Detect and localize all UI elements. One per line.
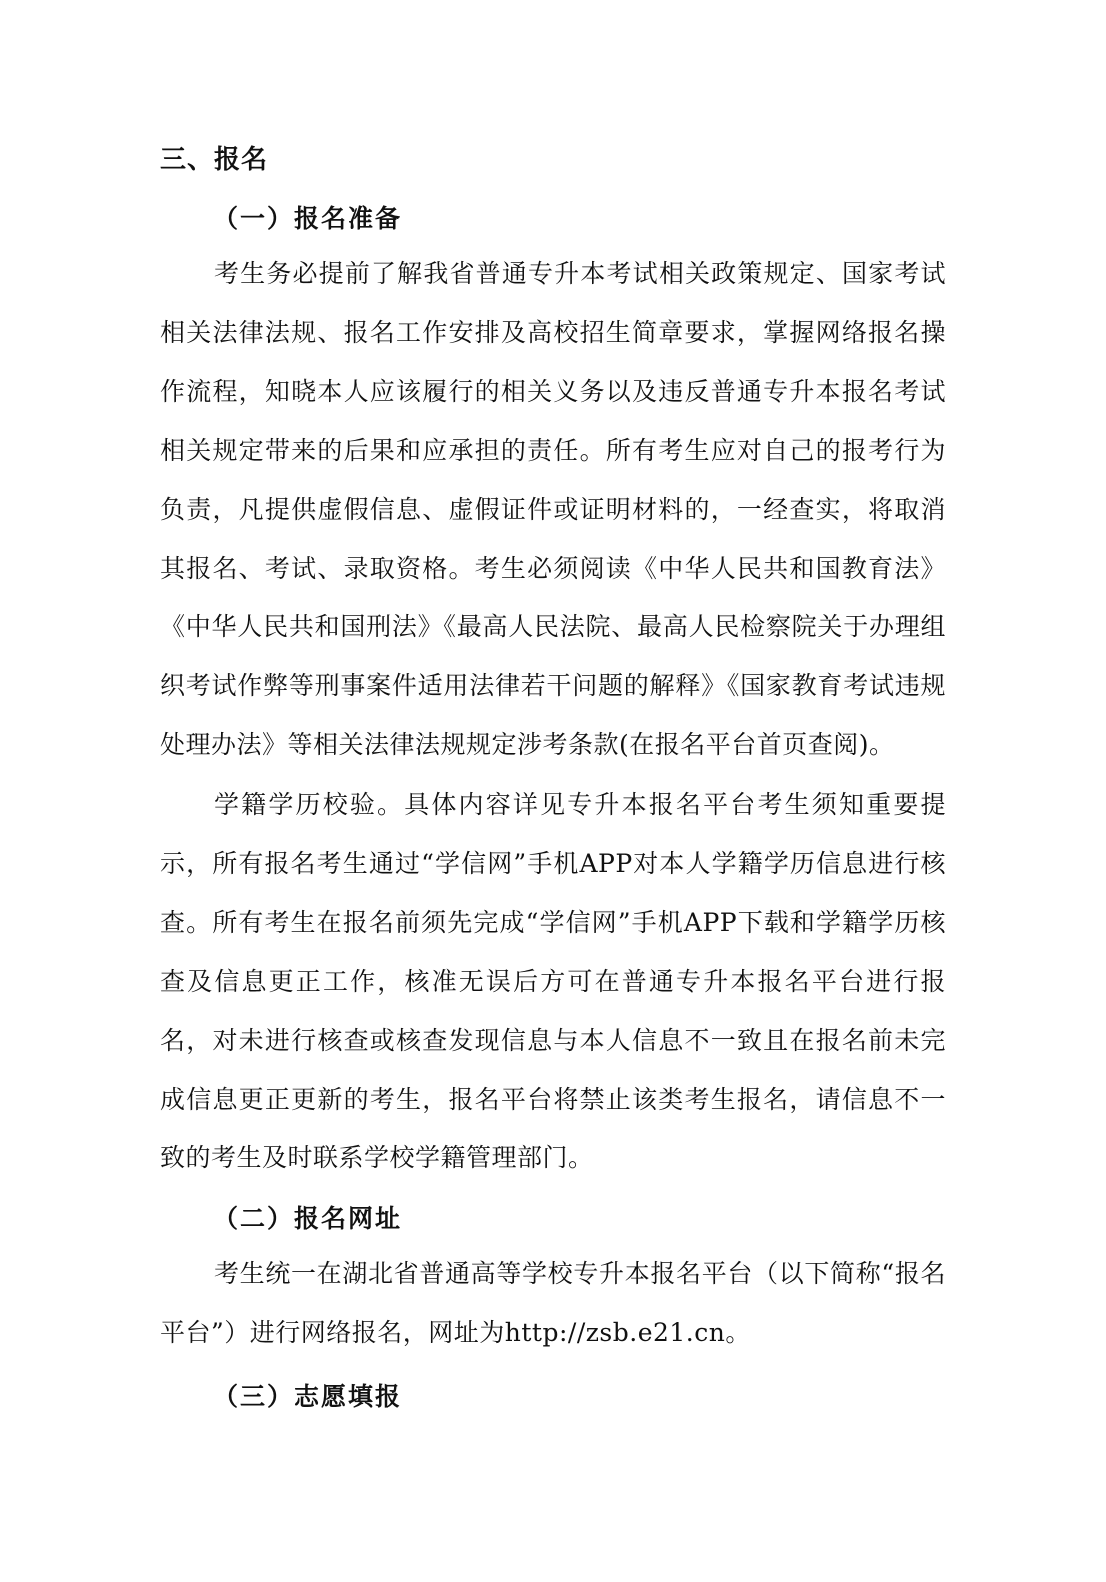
subsection-heading-website: （二）报名网址 (213, 1204, 403, 1233)
paragraph-registration-website: 考生统一在湖北省普通高等学校专升本报名平台（以下简称“报名平台”）进行网络报名，网址为http://zsb.e21.cn。 (160, 1259, 946, 1347)
subsection-heading-preferences: （三）志愿填报 (213, 1382, 403, 1411)
paragraph-preparation-requirements: 考生务必提前了解我省普通专升本考试相关政策规定、国家考试相关法律法规、报名工作安排及高校招生简章要求，掌握网络报名操作流程，知晓本人应该履行的相关义务以及违反普通专升本报名考试相关规定带来的后果和应承担的责任。所有考生应对自己的报考行为负责，凡提供虚假信息、虚假证件或证明材料的，一经查实，将取消其报名、考试、录取资格。考生必须阅读《中华人民共和国教育法》《中华人民共和国刑法》《最高人民法院、最高人民检察院关于办理组织考试作弊等刑事案件适用法律若干问题的解释》《国家教育考试违规处理办法》等相关法律法规规定涉考条款(在报名平台首页查阅)。 (160, 259, 946, 760)
subsection-heading-preparation: （一）报名准备 (213, 204, 403, 233)
paragraph-enrollment-verification: 学籍学历校验。具体内容详见专升本报名平台考生须知重要提示，所有报名考生通过“学信网”手机APP对本人学籍学历信息进行核查。所有考生在报名前须先完成“学信网”手机APP下载和学籍学历核查及信息更正工作，核准无误后方可在普通专升本报名平台进行报名，对未进行核查或核查发现信息与本人信息不一致且在报名前未完成信息更正更新的考生，报名平台将禁止该类考生报名，请信息不一致的考生及时联系学校学籍管理部门。 (160, 790, 946, 1173)
section-heading-registration: 三、报名 (160, 145, 269, 175)
